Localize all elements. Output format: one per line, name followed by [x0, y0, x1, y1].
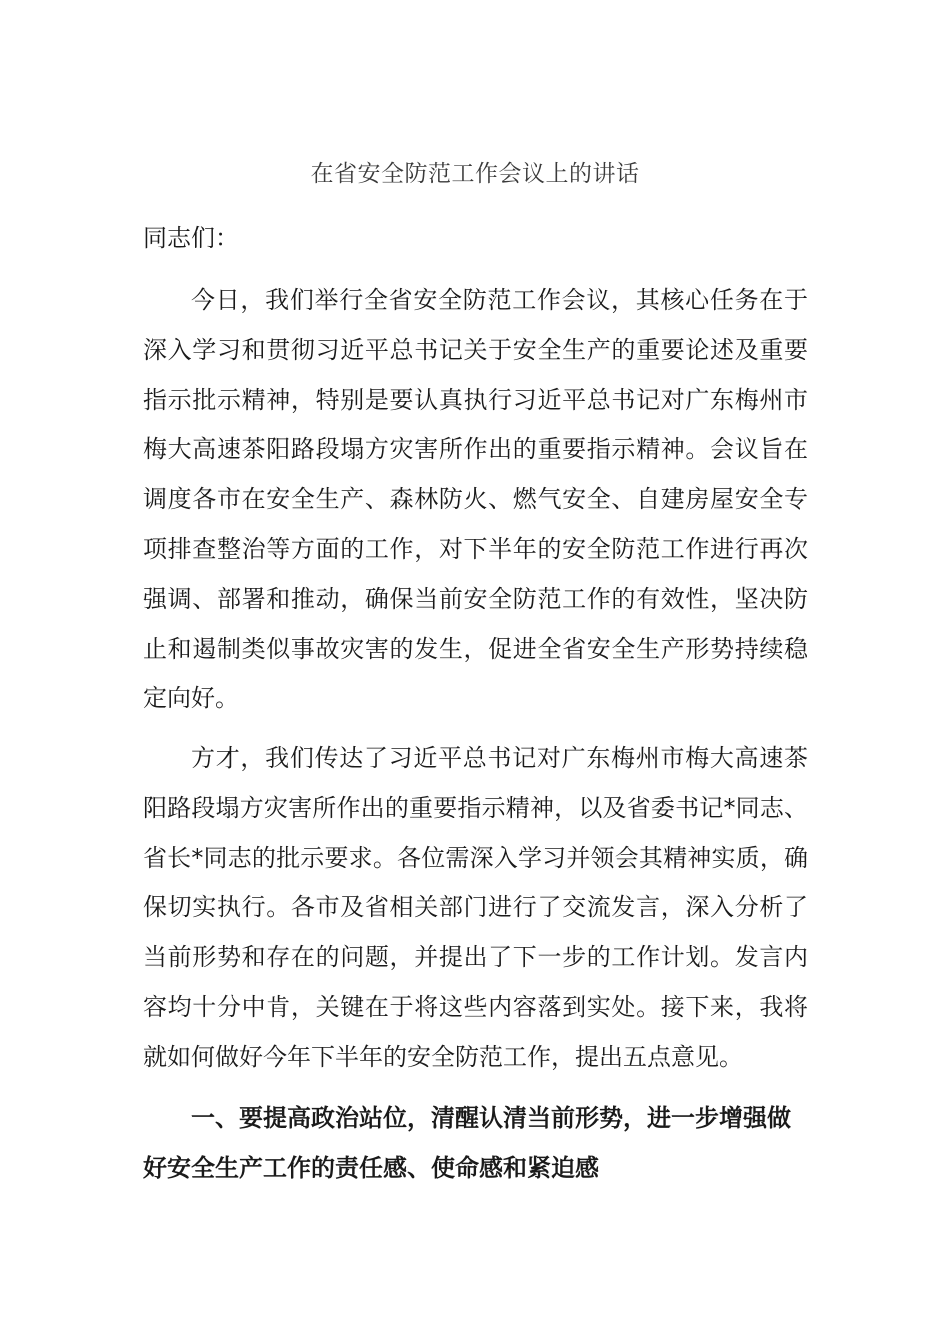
section-heading-1: 一、要提高政治站位，清醒认清当前形势，进一步增强做好安全生产工作的责任感、使命感和紧迫感	[143, 1104, 791, 1182]
paragraph-1: 今日，我们举行全省安全防范工作会议，其核心任务在于深入学习和贯彻习近平总书记关于安全生产的重要论述及重要指示批示精神，特别是要认真执行习近平总书记对广东梅州市梅大高速茶阳路段塌方灾害所作出的重要指示精神。会议旨在调度各市在安全生产、森林防火、燃气安全、自建房屋安全专项排查整治等方面的工作，对下半年的安全防范工作进行再次强调、部署和推动，确保当前安全防范工作的有效性，坚决防止和遏制类似事故灾害的发生，促进全省安全生产形势持续稳定向好。	[143, 286, 808, 713]
paragraph-2: 方才，我们传达了习近平总书记对广东梅州市梅大高速茶阳路段塌方灾害所作出的重要指示精神，以及省委书记*同志、省长*同志的批示要求。各位需深入学习并领会其精神实质，确保切实执行。各市及省相关部门进行了交流发言，深入分析了当前形势和存在的问题，并提出了下一步的工作计划。发言内容均十分中肯，关键在于将这些内容落到实处。接下来，我将就如何做好今年下半年的安全防范工作，提出五点意见。	[143, 744, 808, 1071]
document-title: 在省安全防范工作会议上的讲话	[310, 161, 640, 187]
salutation: 同志们：	[143, 224, 239, 252]
